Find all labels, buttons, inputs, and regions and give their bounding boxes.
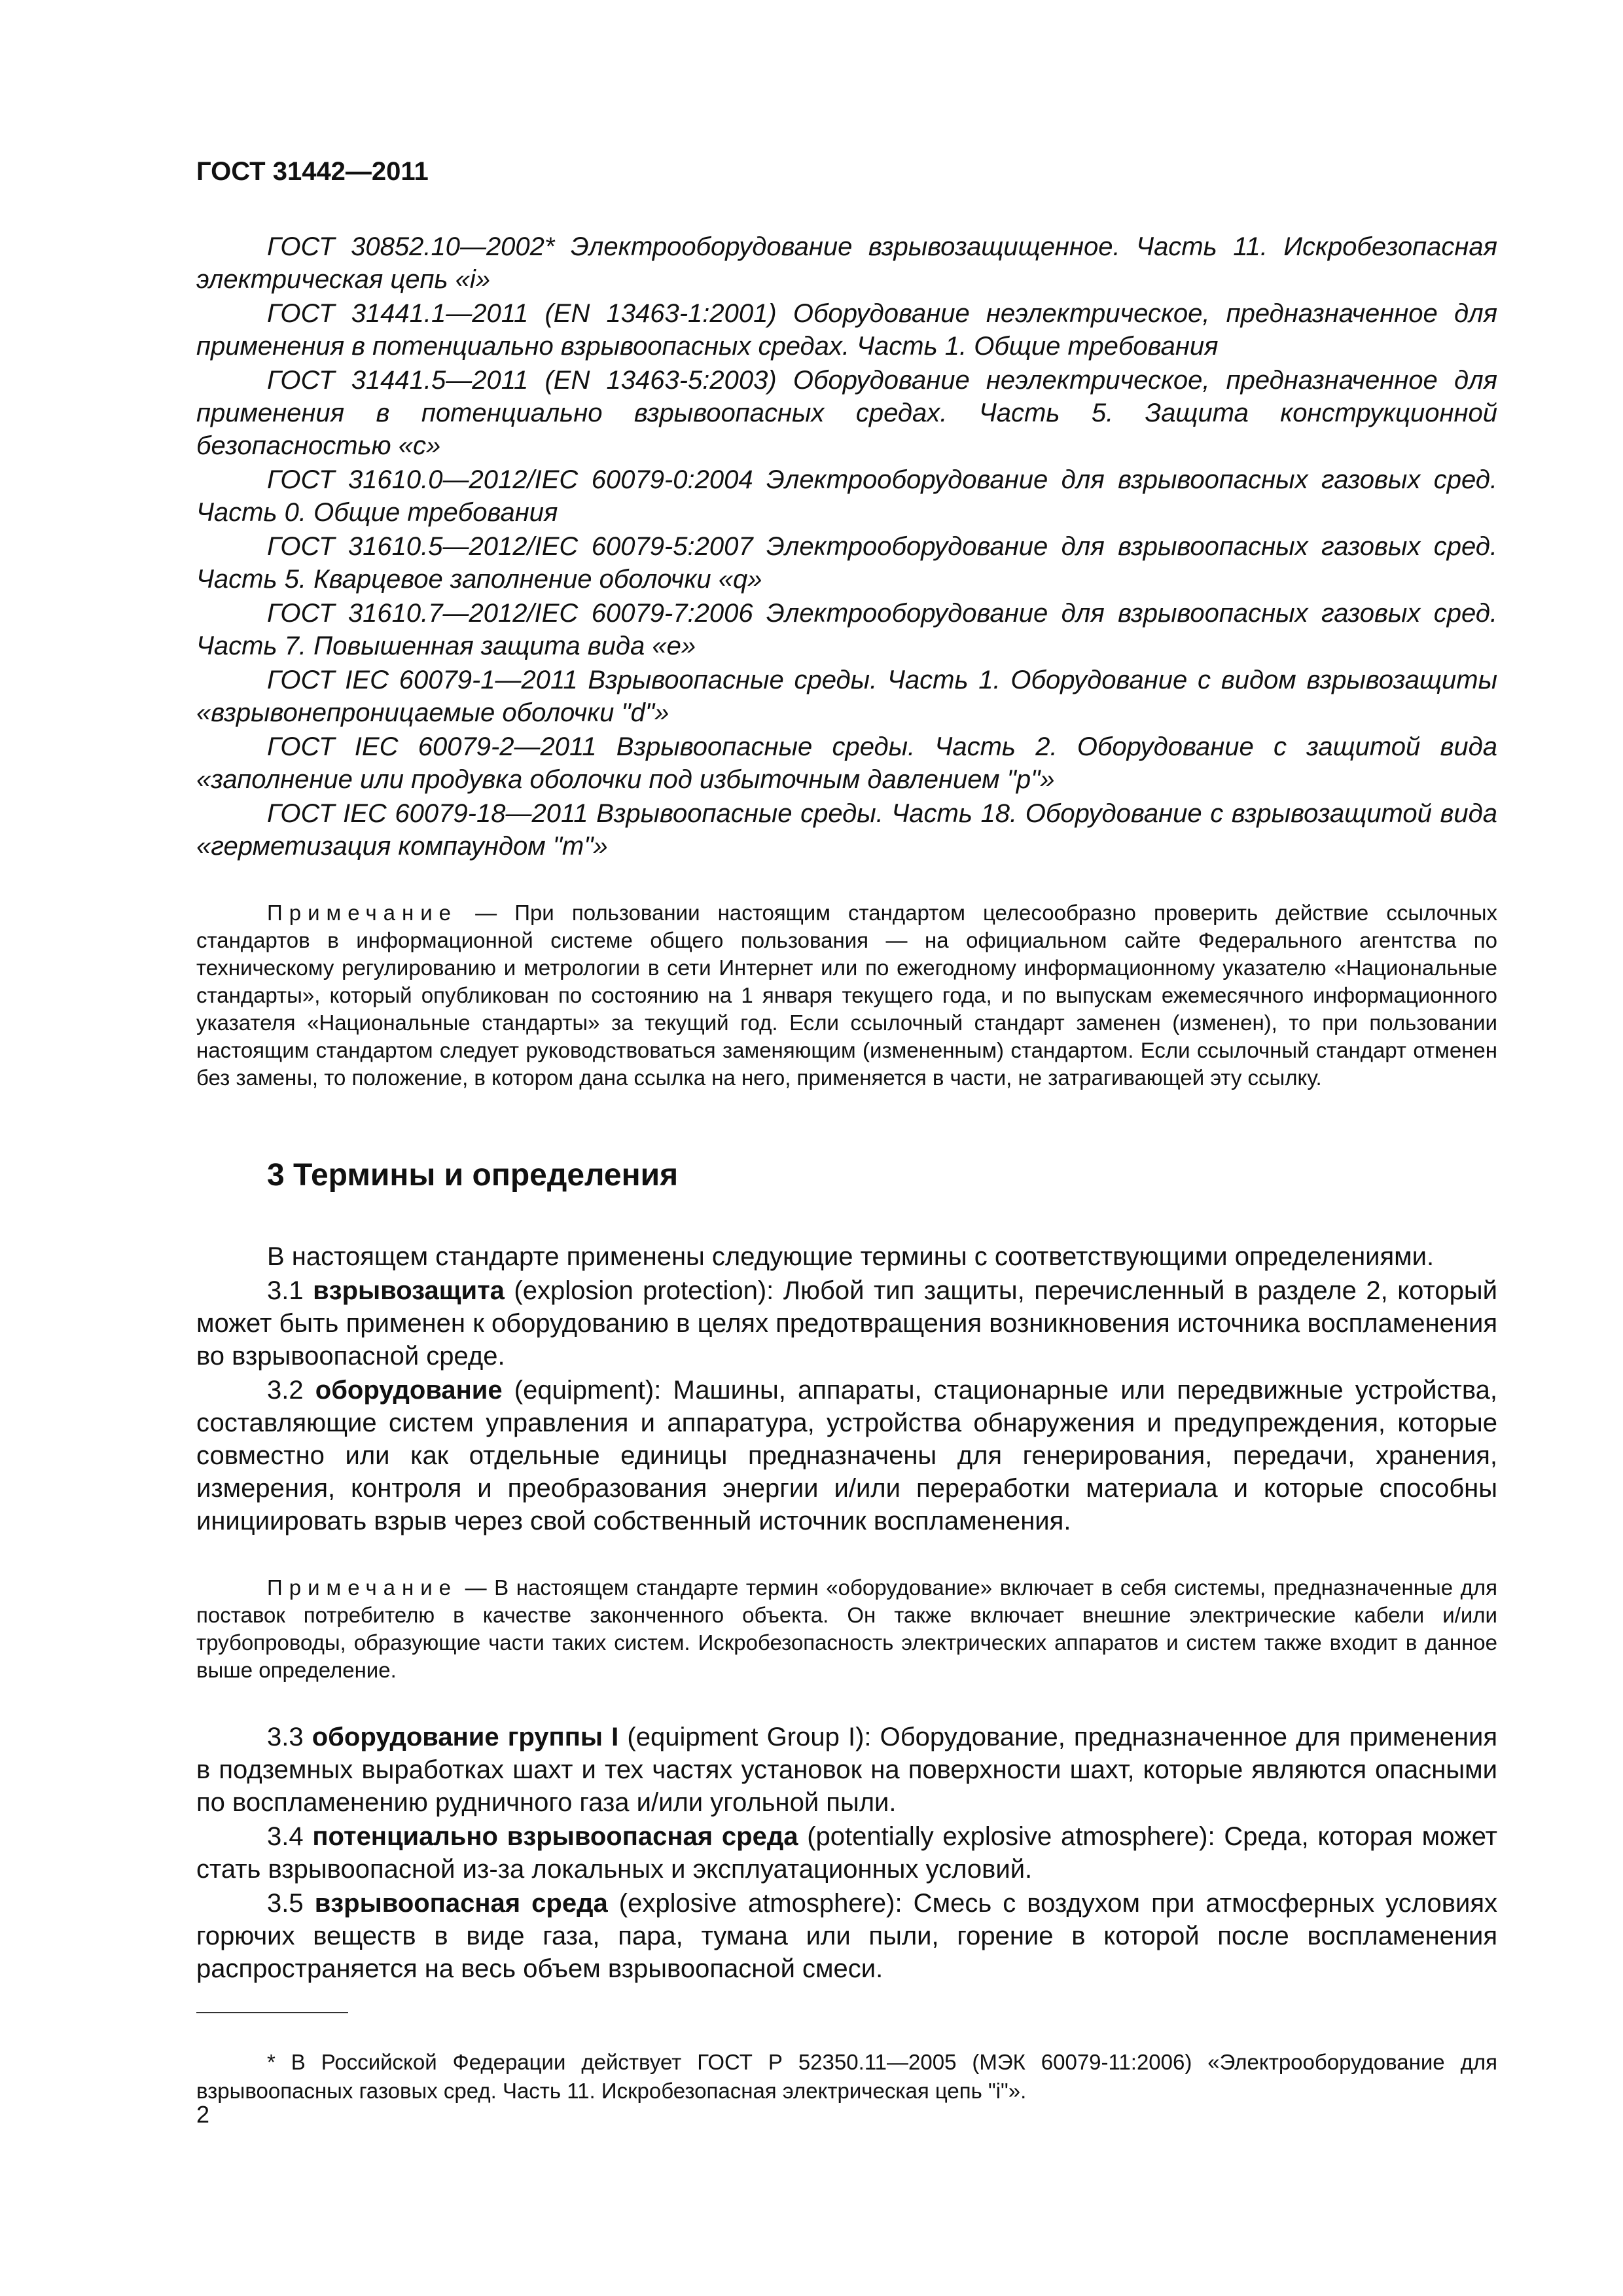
reference-item: ГОСТ IEC 60079-2—2011 Взрывоопасные среды. Часть 2. Оборудование с защитой вида «заполнение или продувка оболочки под избыточным давлением "p"» (196, 732, 1497, 794)
term-definition (196, 1374, 1497, 1537)
reference-item: ГОСТ 31441.1—2011 (EN 13463-1:2001) Оборудование неэлектрическое, предназначенное для применения в потенциально взрывоопасных средах. Часть 1. Общие требования (196, 299, 1497, 361)
term-text: (explosive atmosphere): Смесь с воздухом при атмосферных условиях горючих веществ в виде газа, пара, тумана или пыли, горение в которой после воспламенения распространяется на весь объем взрывоопасной смеси. (196, 1889, 1497, 1983)
term-name: потенциально взрывоопасная среда (312, 1822, 798, 1851)
page-content (196, 230, 1497, 1986)
term-number: 3.5 (267, 1889, 304, 1918)
footnote: * В Российской Федерации действует ГОСТ Р 52350.11—2005 (МЭК 60079-11:2006) «Электрооборудование для взрывоопасных газовых сред. Часть 11. Искробезопасная электрическая цепь "i"». (196, 2050, 1497, 2103)
note-label: Примечание (267, 901, 458, 925)
term-number: 3.2 (267, 1376, 304, 1405)
note-text: — При пользовании настоящим стандартом целесообразно проверить действие ссылочных стандартов в информационной системе общего пользования — на официальном сайте Федерального агентства по техническому регулированию и метрологии в сети Интернет или по ежегодному информационному указателю «Национальные стандарты», который опубликован по состоянию на 1 января текущего года, и по выпускам ежемесячного информационного указателя «Национальные стандарты» за текущий год. Если ссылочный стандарт заменен (изменен), то при пользовании настоящим стандартом следует руководствоваться заменяющим (измененным) стандартом. Если ссылочный стандарт отменен без замены, то положение, в котором дана ссылка на него, применяется в части, не затрагивающей эту ссылку. (196, 901, 1497, 1090)
page-number: 2 (196, 2101, 210, 2128)
note-references (196, 899, 1497, 1092)
term-name: оборудование группы I (312, 1723, 619, 1751)
terms-intro: В настоящем стандарте применены следующие термины с соответствующими определениями. (267, 1242, 1435, 1271)
note-text: — В настоящем стандарте термин «оборудование» включает в себя системы, предназначенные для поставок потребителю в качестве законченного объекта. Он также включает внешние электрические кабели и/или трубопроводы, образующие части таких систем. Искробезопасность электрических аппаратов и систем также входит в данное выше определение. (196, 1575, 1497, 1682)
reference-list (196, 230, 1497, 863)
reference-item: ГОСТ 30852.10—2002* Электрооборудование взрывозащищенное. Часть 11. Искробезопасная электрическая цепь «i» (196, 232, 1497, 294)
note-equipment (196, 1574, 1497, 1684)
reference-item: ГОСТ IEC 60079-18—2011 Взрывоопасные среды. Часть 18. Оборудование с взрывозащитой вида «герметизация компаундом "m"» (196, 799, 1497, 861)
term-name: взрывозащита (313, 1276, 505, 1305)
note-label: Примечание (267, 1575, 458, 1600)
term-text: (equipment): Машины, аппараты, стационарные или передвижные устройства, составляющие систем управления и аппаратура, устройства обнаружения и предупреждения, которые совместно или как отдельные единицы предназначены для генерирования, передачи, хранения, измерения, контроля и преобразования энергии и/или переработки материала и которые способны инициировать взрыв через свой собственный источник воспламенения. (196, 1376, 1497, 1535)
term-text: (explosion protection): Любой тип защиты, перечисленный в разделе 2, который может быть применен к оборудованию в целях предотвращения возникновения источника воспламенения во взрывоопасной среде. (196, 1276, 1497, 1371)
reference-item: ГОСТ IEC 60079-1—2011 Взрывоопасные среды. Часть 1. Оборудование с видом взрывозащиты «взрывонепроницаемые оболочки "d"» (196, 666, 1497, 727)
term-definition (196, 1887, 1497, 1985)
footnote-divider (196, 2012, 348, 2013)
term-definition (196, 1274, 1497, 1372)
term-definition (196, 1721, 1497, 1819)
reference-item: ГОСТ 31610.7—2012/IEC 60079-7:2006 Электрооборудование для взрывоопасных газовых сред. Часть 7. Повышенная защита вида «e» (196, 599, 1497, 660)
section-title: 3 Термины и определения (267, 1158, 679, 1193)
term-number: 3.4 (267, 1822, 304, 1851)
term-text: (potentially explosive atmosphere): Среда, которая может стать взрывоопасной из-за локальных и эксплуатационных условий. (196, 1822, 1497, 1884)
term-number: 3.1 (267, 1276, 304, 1305)
reference-item: ГОСТ 31441.5—2011 (EN 13463-5:2003) Оборудование неэлектрическое, предназначенное для применения в потенциально взрывоопасных средах. Часть 5. Защита конструкционной безопасностью «c» (196, 366, 1497, 460)
term-definition (196, 1820, 1497, 1886)
term-name: взрывоопасная среда (314, 1889, 608, 1918)
reference-item: ГОСТ 31610.5—2012/IEC 60079-5:2007 Электрооборудование для взрывоопасных газовых сред. Часть 5. Кварцевое заполнение оболочки «q» (196, 532, 1497, 594)
page-header: ГОСТ 31442—2011 (196, 157, 429, 186)
term-name: оборудование (315, 1376, 503, 1405)
term-text: (equipment Group I): Оборудование, предназначенное для применения в подземных выработках шахт и тех частях установок на поверхности шахт, которые являются опасными по воспламенению рудничного газа и/или угольной пыли. (196, 1723, 1498, 1817)
term-number: 3.3 (267, 1723, 304, 1751)
reference-item: ГОСТ 31610.0—2012/IEC 60079-0:2004 Электрооборудование для взрывоопасных газовых сред. Часть 0. Общие требования (196, 465, 1497, 527)
